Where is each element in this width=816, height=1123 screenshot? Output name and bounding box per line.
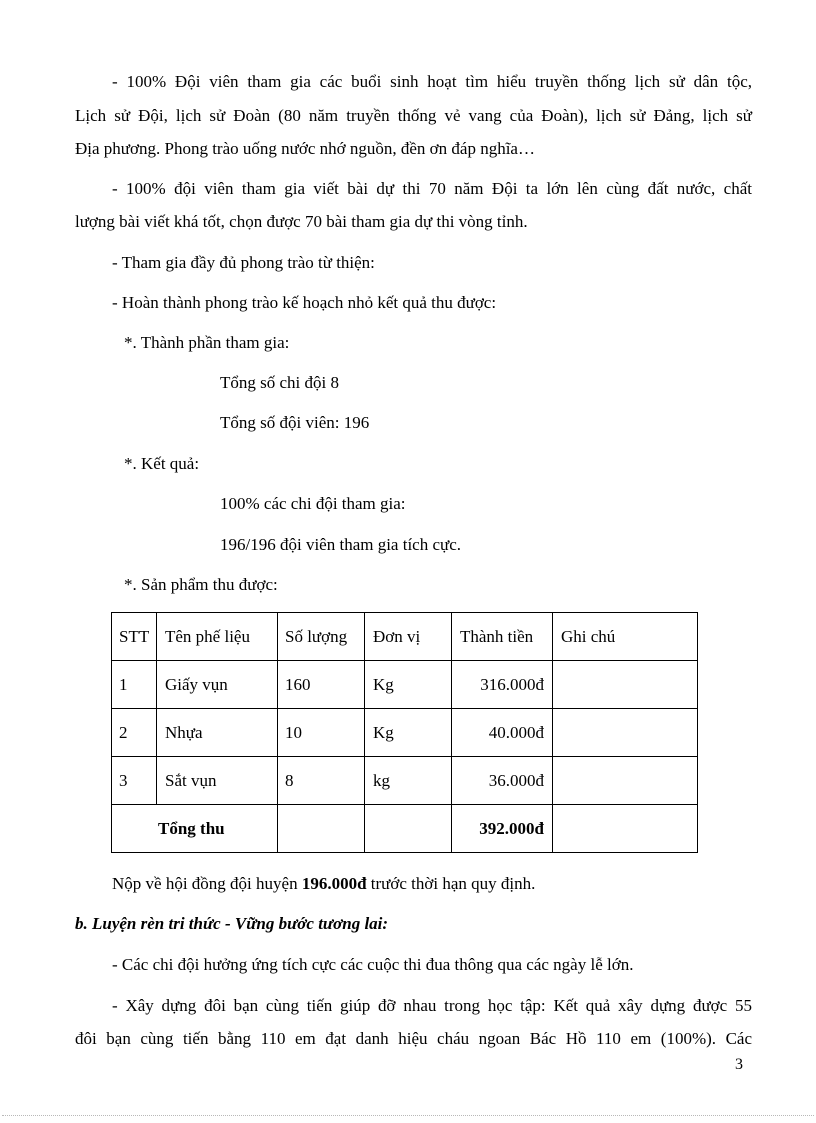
cell-amount: 36.000đ xyxy=(452,757,553,805)
submission-amount: 196.000đ xyxy=(301,874,367,893)
cell-amount: 40.000đ xyxy=(452,709,553,757)
paragraph-line: Lịch sử Đội, lịch sử Đoàn (80 năm truyền thống vẻ vang của Đoàn), lịch sử Đảng, lịch sử xyxy=(75,106,752,125)
cell-quantity: 160 xyxy=(278,661,365,709)
section-b-line: - Xây dựng đôi bạn cùng tiến giúp đỡ nhau trong học tập: Kết quả xây dựng được 55 xyxy=(112,996,752,1015)
table-row xyxy=(112,661,698,709)
page-bottom-border xyxy=(2,1115,814,1116)
squad-count: Tổng số chi đội 8 xyxy=(220,373,339,392)
cell-stt: 1 xyxy=(112,661,157,709)
paragraph-line: - Hoàn thành phong trào kế hoạch nhỏ kết quả thu được: xyxy=(112,293,497,312)
total-empty-cell xyxy=(278,805,365,853)
total-label: Tổng thu xyxy=(112,805,278,853)
cell-name: Giấy vụn xyxy=(157,661,278,709)
column-header: STT xyxy=(112,613,157,661)
section-b-line: - Các chi đội hưởng ứng tích cực các cuộc thi đua thông qua các ngày lễ lớn. xyxy=(112,955,634,974)
table-total-row xyxy=(112,805,698,853)
paragraph-line: Địa phương. Phong trào uống nước nhớ nguồn, đền ơn đáp nghĩa… xyxy=(75,139,535,158)
paragraph-line: lượng bài viết khá tốt, chọn được 70 bài tham gia dự thi vòng tỉnh. xyxy=(75,212,528,231)
cell-note xyxy=(553,709,698,757)
submission-text-before: Nộp về hội đồng đội huyện xyxy=(112,874,302,893)
member-count: Tổng số đội viên: 196 xyxy=(220,413,370,432)
column-header: Tên phế liệu xyxy=(157,613,278,661)
submission-text-after: trước thời hạn quy định. xyxy=(366,874,536,893)
table-row xyxy=(112,757,698,805)
table-row xyxy=(112,709,698,757)
cell-unit: Kg xyxy=(365,661,452,709)
squads-participation: 100% các chi đội tham gia: xyxy=(220,494,406,513)
participants-heading: *. Thành phần tham gia: xyxy=(124,333,290,352)
column-header: Thành tiền xyxy=(452,613,553,661)
column-header: Số lượng xyxy=(278,613,365,661)
paragraph-line: - 100% Đội viên tham gia các buổi sinh hoạt tìm hiểu truyền thống lịch sử dân tộc, xyxy=(112,72,752,91)
cell-note xyxy=(553,661,698,709)
section-b-line: đôi bạn cùng tiến bằng 110 em đạt danh hiệu cháu ngoan Bác Hồ 110 em (100%). Các xyxy=(75,1029,752,1048)
page-number: 3 xyxy=(735,1056,743,1073)
cell-stt: 2 xyxy=(112,709,157,757)
column-header: Ghi chú xyxy=(553,613,698,661)
cell-note xyxy=(553,757,698,805)
cell-quantity: 8 xyxy=(278,757,365,805)
column-header: Đơn vị xyxy=(365,613,452,661)
cell-amount: 316.000đ xyxy=(452,661,553,709)
cell-unit: kg xyxy=(365,757,452,805)
products-heading: *. Sản phẩm thu được: xyxy=(124,575,278,594)
results-heading: *. Kết quả: xyxy=(124,454,200,473)
members-participation: 196/196 đội viên tham gia tích cực. xyxy=(220,535,462,554)
cell-unit: Kg xyxy=(365,709,452,757)
cell-name: Sắt vụn xyxy=(157,757,278,805)
cell-stt: 3 xyxy=(112,757,157,805)
total-amount: 392.000đ xyxy=(452,805,553,853)
submission-line xyxy=(112,874,535,894)
total-empty-cell xyxy=(365,805,452,853)
cell-name: Nhựa xyxy=(157,709,278,757)
products-table xyxy=(111,612,698,853)
paragraph-line: - Tham gia đầy đủ phong trào từ thiện: xyxy=(112,253,375,272)
cell-quantity: 10 xyxy=(278,709,365,757)
paragraph-line: - 100% đội viên tham gia viết bài dự thi 70 năm Đội ta lớn lên cùng đất nước, chất xyxy=(112,179,752,198)
total-empty-cell xyxy=(553,805,698,853)
section-b-heading: b. Luyện rèn tri thức - Vững bước tương lai: xyxy=(75,914,389,933)
table-header-row xyxy=(112,613,698,661)
